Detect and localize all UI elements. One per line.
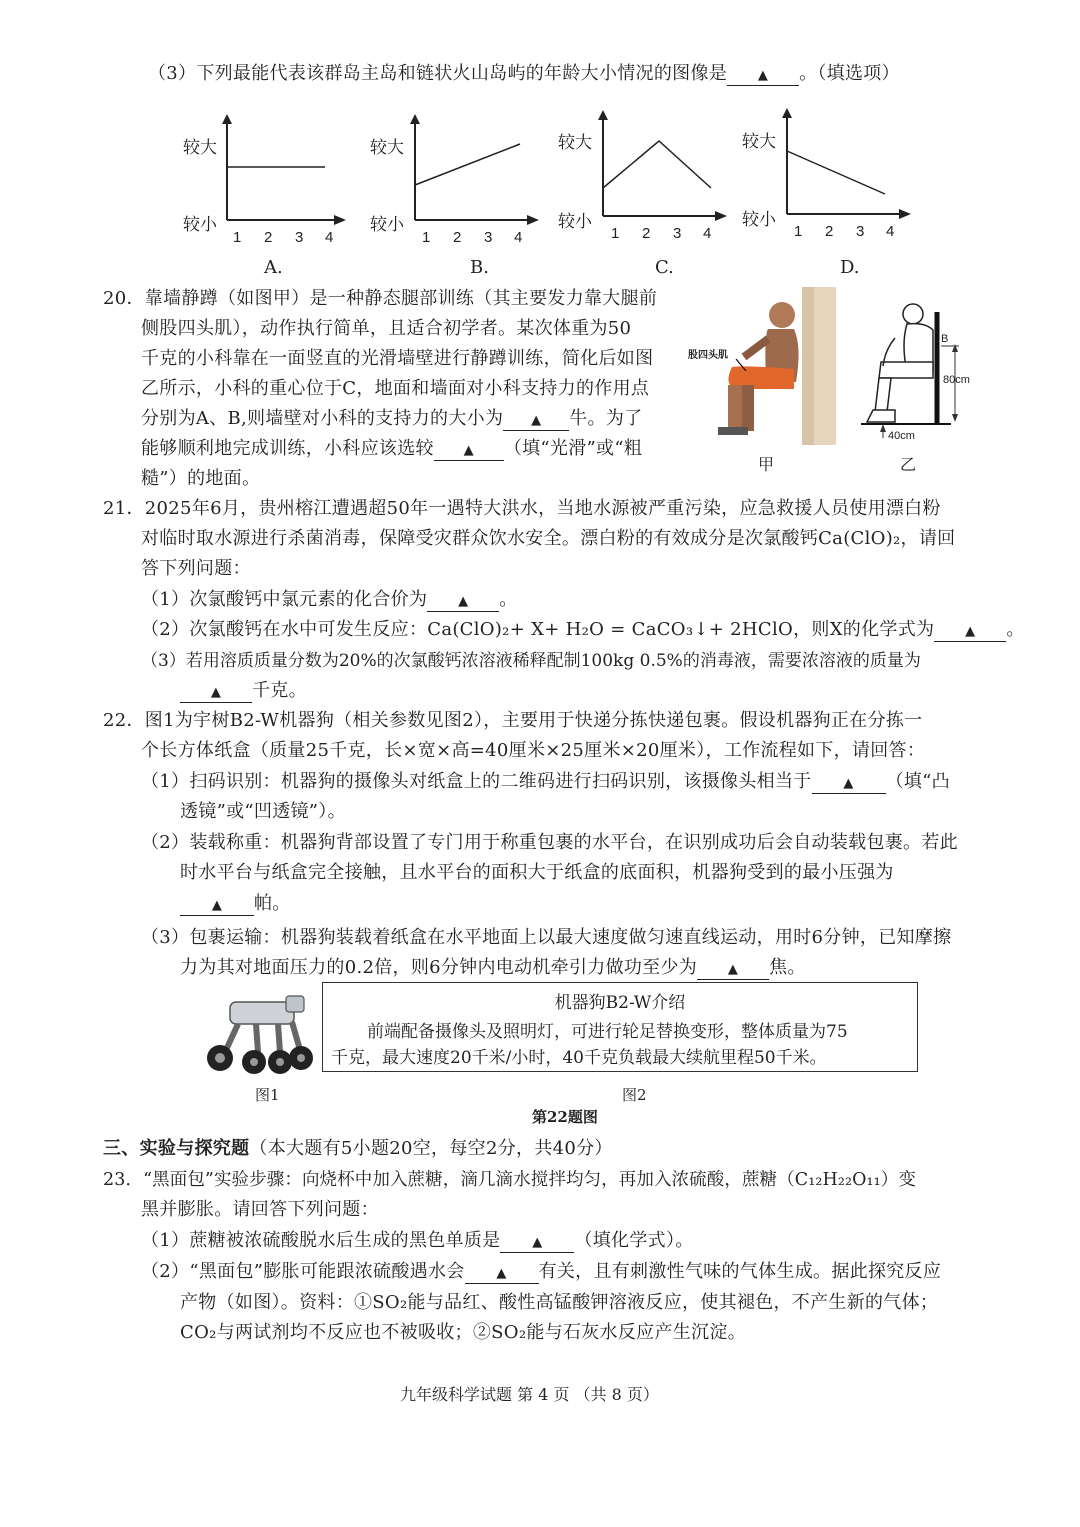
wall-squat-photo bbox=[684, 287, 836, 447]
q22-line1: 22．图1为宇树B2-W机器狗（相关参数见图2），主要用于快递分拣快递包裹。假设机器狗正在分拣一 bbox=[103, 710, 923, 731]
distance-40cm-label: 40cm bbox=[888, 430, 915, 442]
answer-blank[interactable]: ▲ bbox=[934, 623, 1006, 642]
answer-blank[interactable]: ▲ bbox=[180, 897, 254, 916]
q20-line5: 分别为A、B,则墙壁对小科的支持力的大小为 ▲ 牛。为了 bbox=[141, 408, 643, 429]
q21-part2: （2）次氯酸钙在水中可发生反应：Ca(ClO)₂+ X+ H₂O = CaCO₃↓+ 2HClO，则X的化学式为 ▲ 。 bbox=[141, 619, 1025, 640]
q22-part1: （1）扫码识别：机器狗的摄像头对纸盒上的二维码进行扫码识别，该摄像头相当于 ▲ （填“凸 bbox=[141, 771, 950, 792]
figure-2-caption: 图2 bbox=[622, 1086, 647, 1104]
q23-part2-line3: CO₂与两试剂均不反应也不被吸收；②SO₂能与石灰水反应产生沉淀。 bbox=[180, 1322, 746, 1343]
q20-line1: 20．靠墙静蹲（如图甲）是一种静态腿部训练（其主要发力靠大腿前 bbox=[103, 288, 658, 309]
quadriceps-label: 股四头肌 bbox=[688, 350, 728, 361]
answer-blank[interactable]: ▲ bbox=[697, 961, 769, 980]
q22-part3-line2: 力为其对地面压力的0.2倍，则6分钟内电动机牵引力做功至少为 ▲ 焦。 bbox=[180, 957, 806, 978]
answer-blank[interactable]: ▲ bbox=[812, 775, 886, 794]
answer-blank[interactable]: ▲ bbox=[434, 442, 504, 461]
q22-part1-cont: 透镜”或“凹透镜”）。 bbox=[180, 801, 346, 822]
q23-part1: （1）蔗糖被浓硫酸脱水后生成的黑色单质是 ▲ （填化学式）。 bbox=[141, 1230, 694, 1251]
q22-part2-line2: 时水平台与纸盒完全接触，且水平台的面积大于纸盒的底面积，机器狗受到的最小压强为 bbox=[180, 862, 894, 883]
q21-line1: 21．2025年6月，贵州榕江遭遇超50年一遇特大洪水，当地水源被严重污染，应急救援人员使用漂白粉 bbox=[103, 498, 941, 519]
answer-blank[interactable]: ▲ bbox=[727, 67, 799, 86]
height-80cm-label: 80cm bbox=[943, 374, 970, 386]
q21-part3: （3）若用溶质质量分数为20%的次氯酸钙浓溶液稀释配制100kg 0.5%的消毒液，需要浓溶液的质量为 bbox=[141, 651, 921, 671]
q20-line7: 糙”）的地面。 bbox=[141, 468, 261, 489]
fig-yi-caption: 乙 bbox=[900, 455, 917, 474]
point-b-label: B bbox=[941, 333, 949, 345]
q23-line2: 黑并膨胀。请回答下列问题： bbox=[141, 1199, 379, 1220]
graph-d-plot bbox=[780, 106, 915, 224]
q21-line2: 对临时取水源进行杀菌消毒，保障受灾群众饮水安全。漂白粉的有效成分是次氯酸钙Ca(ClO)₂，请回 bbox=[141, 528, 956, 549]
q22-part3-line1: （3）包裹运输：机器狗装载着纸盒在水平地面上以最大速度做匀速直线运动，用时6分钟，已知摩擦 bbox=[141, 927, 952, 948]
answer-blank[interactable]: ▲ bbox=[465, 1265, 539, 1284]
graph-c-plot bbox=[596, 108, 731, 226]
wall-squat-diagram bbox=[855, 294, 985, 444]
q20-line4: 乙所示，小科的重心位于C，地面和墙面对小科支持力的作用点 bbox=[141, 378, 650, 399]
q20-line3: 千克的小科靠在一面竖直的光滑墙壁进行静蹲训练，简化后如图 bbox=[141, 348, 654, 369]
robot-dog-info-box bbox=[322, 982, 918, 1072]
q21-line3: 答下列问题： bbox=[141, 558, 251, 579]
info-box-line1: 前端配备摄像头及照明灯，可进行轮足替换变形，整体质量为75 bbox=[367, 1022, 848, 1042]
section-3-heading: 三、实验与探究题（本大题有5小题20空，每空2分，共40分） bbox=[103, 1138, 613, 1159]
page-footer: 九年级科学试题 第 4 页 （共 8 页） bbox=[400, 1385, 659, 1404]
answer-blank[interactable]: ▲ bbox=[180, 684, 252, 703]
figure-1-caption: 图1 bbox=[255, 1086, 280, 1104]
q23-line1: 23．“黑面包”实验步骤：向烧杯中加入蔗糖，滴几滴水搅拌均匀，再加入浓硫酸，蔗糖（C₁₂H₂₂O₁₁）变 bbox=[103, 1170, 916, 1190]
q20-line2: 侧股四头肌），动作执行简单，且适合初学者。某次体重为50 bbox=[141, 318, 632, 339]
q19-3-question: （3）下列最能代表该群岛主岛和链状火山岛屿的年龄大小情况的图像是 ▲ 。（填选项） bbox=[148, 63, 900, 84]
q22-figure-caption: 第22题图 bbox=[532, 1108, 598, 1126]
answer-blank[interactable]: ▲ bbox=[427, 593, 499, 612]
q21-part3-cont: ▲ 千克。 bbox=[180, 679, 307, 703]
exam-page: （3）下列最能代表该群岛主岛和链状火山岛屿的年龄大小情况的图像是 ▲ 。（填选项） 较大 较小 1 2 3 4 A. 较大 较小 1 2 3 4 B. 较大 较小 1 2 3 4 C. 较大 较小 1 2 3 4 D. 20．靠墙静蹲（如图甲）是一种静态腿部训练（其主要发力靠大腿前 侧股四头肌），动作执行简单，且适合初学者。某次体重为50 千克的小科靠在一面竖直的光滑墙壁进行静蹲训练，简化后如图 乙所示，小科的重心位于C，地面和墙面对小科支持力的作用点 分别为A、B,则墙壁对小科的支持力的大小为 ▲ 牛。为了 能够顺利地完成训练，小科应该选较 ▲ （填“光滑”或“粗 糙”）的地面。 股四头肌 甲 B 80cm 40cm 乙 21．2025年6月，贵州榕江遭遇超50年一遇特大洪水，当地水源被严重污染，应急救援人员使用漂白粉 对临时取水源进行杀菌消毒，保障受灾群众饮水安全。漂白粉的有效成分是次氯酸钙Ca(ClO)₂，请回 答下列问题： （1）次氯酸钙中氯元素的化合价为 ▲ 。 （2）次氯酸钙在水中可发生反应：Ca(ClO)₂+ X+ H₂O = CaCO₃↓+ 2HClO，则X的化学式为 ▲ 。 （3）若用溶质质量分数为20%的次氯酸钙浓溶液稀释配制100kg 0.5%的消毒液，需要浓溶液的质量为 ▲ 千克。 22．图1为宇树B2-W机器狗（相关参数见图2），主要用于快递分拣快递包裹。假设机器狗正在分拣一 个长方体纸盒（质量25千克，长×宽×高=40厘米×25厘米×20厘米），工作流程如下，请回答： （1）扫码识别：机器狗的摄像头对纸盒上的二维码进行扫码识别，该摄像头相当于 ▲ （填“凸 透镜”或“凹透镜”）。 （2）装载称重：机器狗背部设置了专门用于称重包裹的水平台，在识别成功后会自动装载包裹。若此 时水平台与纸盒完全接触，且水平台的面积大于纸盒的底面积，机器狗受到的最小压强为 ▲ 帕。 （3）包裹运输：机器狗装载着纸盒在水平地面上以最大速度做匀速直线运动，用时6分钟，已知摩擦 力为其对地面压力的0.2倍，则6分钟内电动机牵引力做功至少为 ▲ 焦。 机器狗B2-W介绍 前端配备摄像头及照明灯，可进行轮足替换变形，整体质量为75 千克，最大速度20千米/小时，40千克负载最大续航里程50千米。 图1 图2 第22题图 三、实验与探究题（本大题有5小题20空，每空2分，共40分） 23．“黑面包”实验步骤：向烧杯中加入蔗糖，滴几滴水搅拌均匀，再加入浓硫酸，蔗糖（C₁₂H₂₂O₁₁）变 黑并膨胀。请回答下列问题： （1）蔗糖被浓硫酸脱水后生成的黑色单质是 ▲ （填化学式）。 （2）“黑面包”膨胀可能跟浓硫酸遇水会 ▲ 有关，且有刺激性气味的气体生成。据此探究反应 产物（如图）。资料：①SO₂能与品红、酸性高锰酸钾溶液反应，使其褪色，不产生新的气体； CO₂与两试剂均不反应也不被吸收；②SO₂能与石灰水反应产生沉淀。 九年级科学试题 第 4 页 （共 8 页） bbox=[103, 63, 1025, 1404]
q22-part2-line1: （2）装载称重：机器狗背部设置了专门用于称重包裹的水平台，在识别成功后会自动装载包裹。若此 bbox=[141, 832, 958, 853]
graph-b-plot bbox=[408, 112, 543, 230]
q23-part2-line2: 产物（如图）。资料：①SO₂能与品红、酸性高锰酸钾溶液反应，使其褪色，不产生新的气体； bbox=[180, 1292, 939, 1313]
q21-part1: （1）次氯酸钙中氯元素的化合价为 ▲ 。 bbox=[141, 589, 518, 610]
q22-part2-line3: ▲ 帕。 bbox=[180, 892, 291, 916]
info-box-title: 机器狗B2-W介绍 bbox=[554, 993, 686, 1013]
q22-line2: 个长方体纸盒（质量25千克，长×宽×高=40厘米×25厘米×20厘米），工作流程如下，请回答： bbox=[141, 740, 926, 761]
q20-line6: 能够顺利地完成训练，小科应该选较 ▲ （填“光滑”或“粗 bbox=[141, 438, 643, 459]
robot-dog-image bbox=[200, 992, 316, 1076]
answer-blank[interactable]: ▲ bbox=[503, 412, 569, 431]
graph-a-plot bbox=[220, 112, 350, 230]
answer-blank[interactable]: ▲ bbox=[500, 1234, 574, 1253]
info-box-line2: 千克，最大速度20千米/小时，40千克负载最大续航里程50千米。 bbox=[331, 1048, 827, 1068]
fig-jia-caption: 甲 bbox=[758, 455, 775, 474]
q23-part2-line1: （2）“黑面包”膨胀可能跟浓硫酸遇水会 ▲ 有关，且有刺激性气味的气体生成。据此探究反应 bbox=[141, 1261, 942, 1282]
